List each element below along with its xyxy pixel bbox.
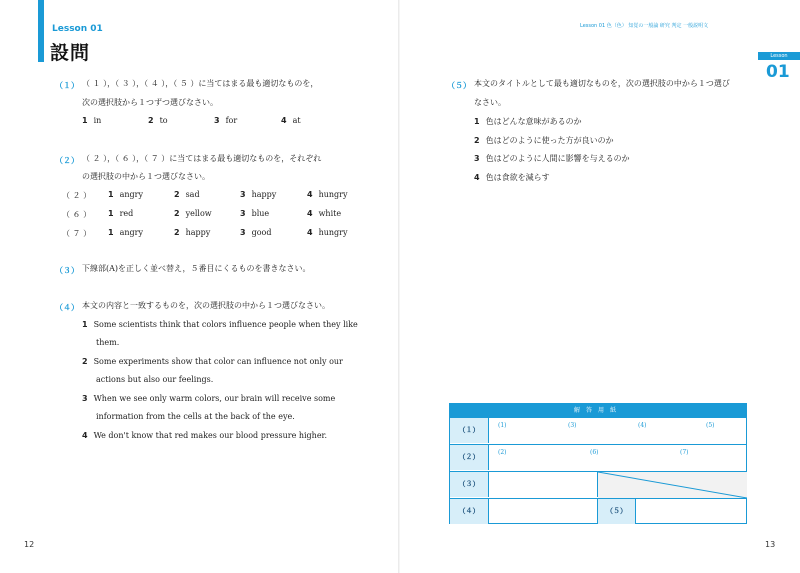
answer-cell[interactable]: (6) [590, 449, 599, 456]
q1-option: 4 at [281, 116, 301, 125]
lesson-accent-bar [38, 0, 44, 62]
answer-cell[interactable]: (5) [706, 422, 715, 429]
page-number-left: 12 [24, 540, 35, 549]
answer-row-4 [450, 498, 746, 524]
answer-row-label: （２） [450, 445, 489, 470]
q3-text: 下線部(A)を正しく並べ替え，５番目にくるものを書きなさい。 [82, 264, 311, 273]
q2-option: 1 angry [108, 228, 143, 237]
q2-text-line2: の選択肢の中から１つ選びなさい。 [82, 172, 210, 181]
answer-row-label: （４） [450, 499, 489, 524]
q4-number: （４） [55, 303, 79, 312]
q4-option: 3 When we see only warm colors, our brain will receive some [82, 394, 336, 403]
q4-option: 2 Some experiments show that color can influence not only our [82, 357, 343, 366]
q2-option: 3 blue [240, 209, 270, 218]
lesson-side-tab [758, 52, 800, 88]
q1-text-line1: （ １ ），（ ３ ），（ ４ ），（ ５ ）に当てはまる最も適切なものを， [82, 79, 319, 88]
section-title: 設問 [50, 42, 91, 64]
answer-row-label: （１） [450, 418, 489, 443]
q2-option: 4 hungry [307, 190, 348, 199]
answer-row-3 [450, 471, 746, 497]
q1-option: 1 in [82, 116, 102, 125]
q3-number: （３） [55, 266, 79, 275]
q2-row-label: （ ７ ） [62, 229, 92, 238]
answer-row-1 [450, 417, 746, 443]
answer-sub-label: （５） [597, 499, 636, 524]
q5-option: 2 色はどのように使った方が良いのか [474, 136, 614, 145]
q2-option: 3 good [240, 228, 272, 237]
q2-option: 3 happy [240, 190, 277, 199]
answer-sheet [449, 403, 747, 524]
q4-option-cont: information from the cells at the back of the eye. [96, 412, 295, 421]
q5-option: 3 色はどのように人間に影響を与えるのか [474, 154, 630, 163]
q4-option-cont: actions but also our feelings. [96, 375, 214, 384]
q2-option: 2 yellow [174, 209, 212, 218]
q4-option: 4 We don't know that red makes our blood pressure higher. [82, 431, 328, 440]
q5-option: 1 色はどんな意味があるのか [474, 117, 582, 126]
side-tab-number: 01 [766, 62, 790, 82]
q5-option: 4 色は食欲を減らす [474, 173, 550, 182]
answer-cell[interactable]: (3) [568, 422, 577, 429]
answer-sheet-title: 解答用紙 [450, 404, 746, 417]
answer-cell[interactable]: (4) [638, 422, 647, 429]
running-head: Lesson 01 色（色） 知覚の一般論 研究 判定 一般説明文 [580, 23, 709, 29]
q2-text-line1: （ ２ ），（ ６ ），（ ７ ）に当てはまる最も適切なものを，それぞれ [82, 154, 322, 163]
q2-row-label: （ ２ ） [62, 191, 92, 200]
q5-text-line2: なさい。 [474, 98, 506, 107]
q2-option: 4 white [307, 209, 342, 218]
answer-cell[interactable]: (2) [498, 449, 507, 456]
lesson-label: Lesson 01 [52, 24, 103, 34]
q1-option: 3 for [214, 116, 238, 125]
q1-option: 2 to [148, 116, 168, 125]
answer-blocked-cell [598, 472, 747, 498]
q2-option: 4 hungry [307, 228, 348, 237]
q2-option: 2 sad [174, 190, 200, 199]
q1-number: （１） [55, 81, 79, 90]
q2-option: 2 happy [174, 228, 211, 237]
q5-text-line1: 本文のタイトルとして最も適切なものを，次の選択肢の中から１つ選び [474, 79, 730, 88]
q1-text-line2: 次の選択肢から１つずつ選びなさい。 [82, 98, 218, 107]
q2-option: 1 angry [108, 190, 143, 199]
q2-number: （２） [55, 156, 79, 165]
q5-number: （５） [447, 81, 471, 90]
side-tab-label: Lesson [758, 52, 800, 60]
q2-option: 1 red [108, 209, 134, 218]
q2-row-label: （ ６ ） [62, 210, 92, 219]
answer-row-2 [450, 444, 746, 470]
q4-option: 1 Some scientists think that colors influence people when they like [82, 320, 358, 329]
q4-option-cont: them. [96, 338, 120, 347]
answer-cell[interactable]: (7) [680, 449, 689, 456]
answer-row-label: （３） [450, 472, 489, 497]
q4-text: 本文の内容と一致するものを，次の選択肢の中から１つ選びなさい。 [82, 301, 330, 310]
page-number-right: 13 [765, 540, 776, 549]
answer-cell[interactable]: (1) [498, 422, 507, 429]
